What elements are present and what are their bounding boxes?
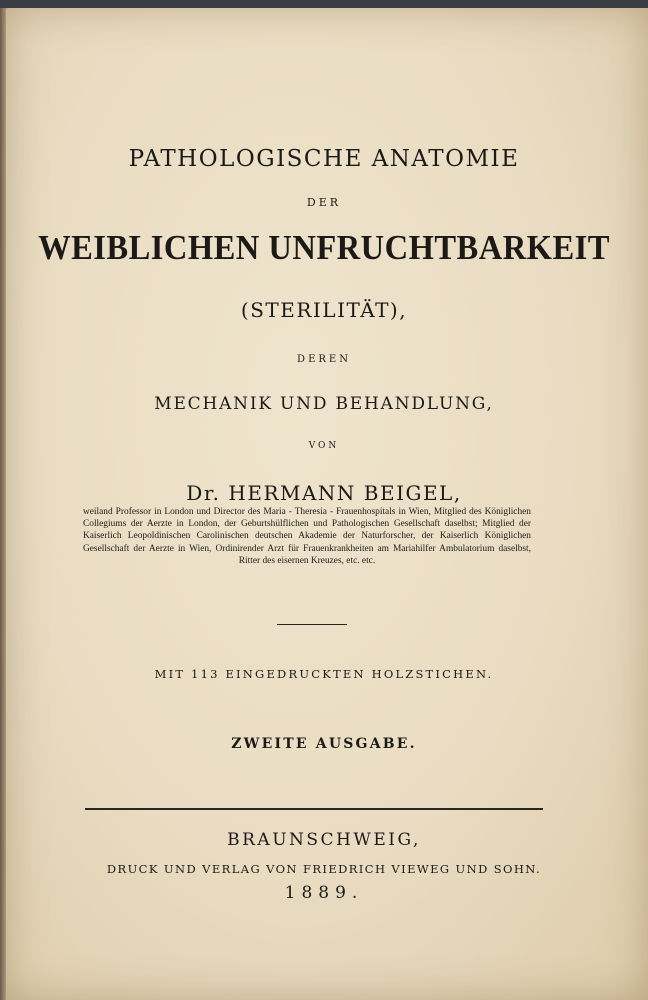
- imprint-year: 1889.: [284, 883, 364, 903]
- edition-label: ZWEITE AUSGABE.: [231, 736, 417, 752]
- imprint-divider: [85, 808, 543, 810]
- imprint-city: BRAUNSCHWEIG,: [227, 830, 421, 850]
- subtitle-mechanik: MECHANIK UND BEHANDLUNG,: [154, 394, 494, 414]
- author-credentials: weiland Professor in London und Director des Maria - Theresia - Frauenhospitals in Wien, Mitglied des Königlichen Collegiums der Aerzte in London, der Geburtshülflichen und Pathologischen Gesellschaft daselbst; Mitglied der Kaiserlich Leopoldinischen Carolinischen deutschen Akademie der Naturforscher, der Kaiserlich Königlichen Gesellschaft der Aerzte in Wien, Ordinirender Arzt für Frauenkrankheiten am Mariahilfer Ambulatorium daselbst, Ritter des eisernen Kreuzes, etc. etc.: [83, 507, 531, 566]
- main-title: WEIBLICHEN UNFRUCHTBARKEIT: [38, 228, 610, 267]
- title-line-deren: DEREN: [297, 354, 351, 365]
- title-line-pathologische-anatomie: PATHOLOGISCHE ANATOMIE: [128, 146, 520, 172]
- author-name: HERMANN BEIGEL,: [228, 481, 462, 505]
- author-line: [0, 481, 648, 505]
- title-line-der: DER: [306, 196, 342, 209]
- imprint-publisher: DRUCK UND VERLAG VON FRIEDRICH VIEWEG UND SOHN.: [106, 862, 542, 876]
- author-prefix: Dr.: [186, 481, 221, 505]
- illustrations-note: MIT 113 EINGEDRUCKTEN HOLZSTICHEN.: [154, 667, 494, 681]
- title-line-von: VON: [308, 441, 340, 451]
- title-line-sterilitaet: (STERILITÄT),: [240, 298, 408, 322]
- short-divider: [277, 624, 347, 625]
